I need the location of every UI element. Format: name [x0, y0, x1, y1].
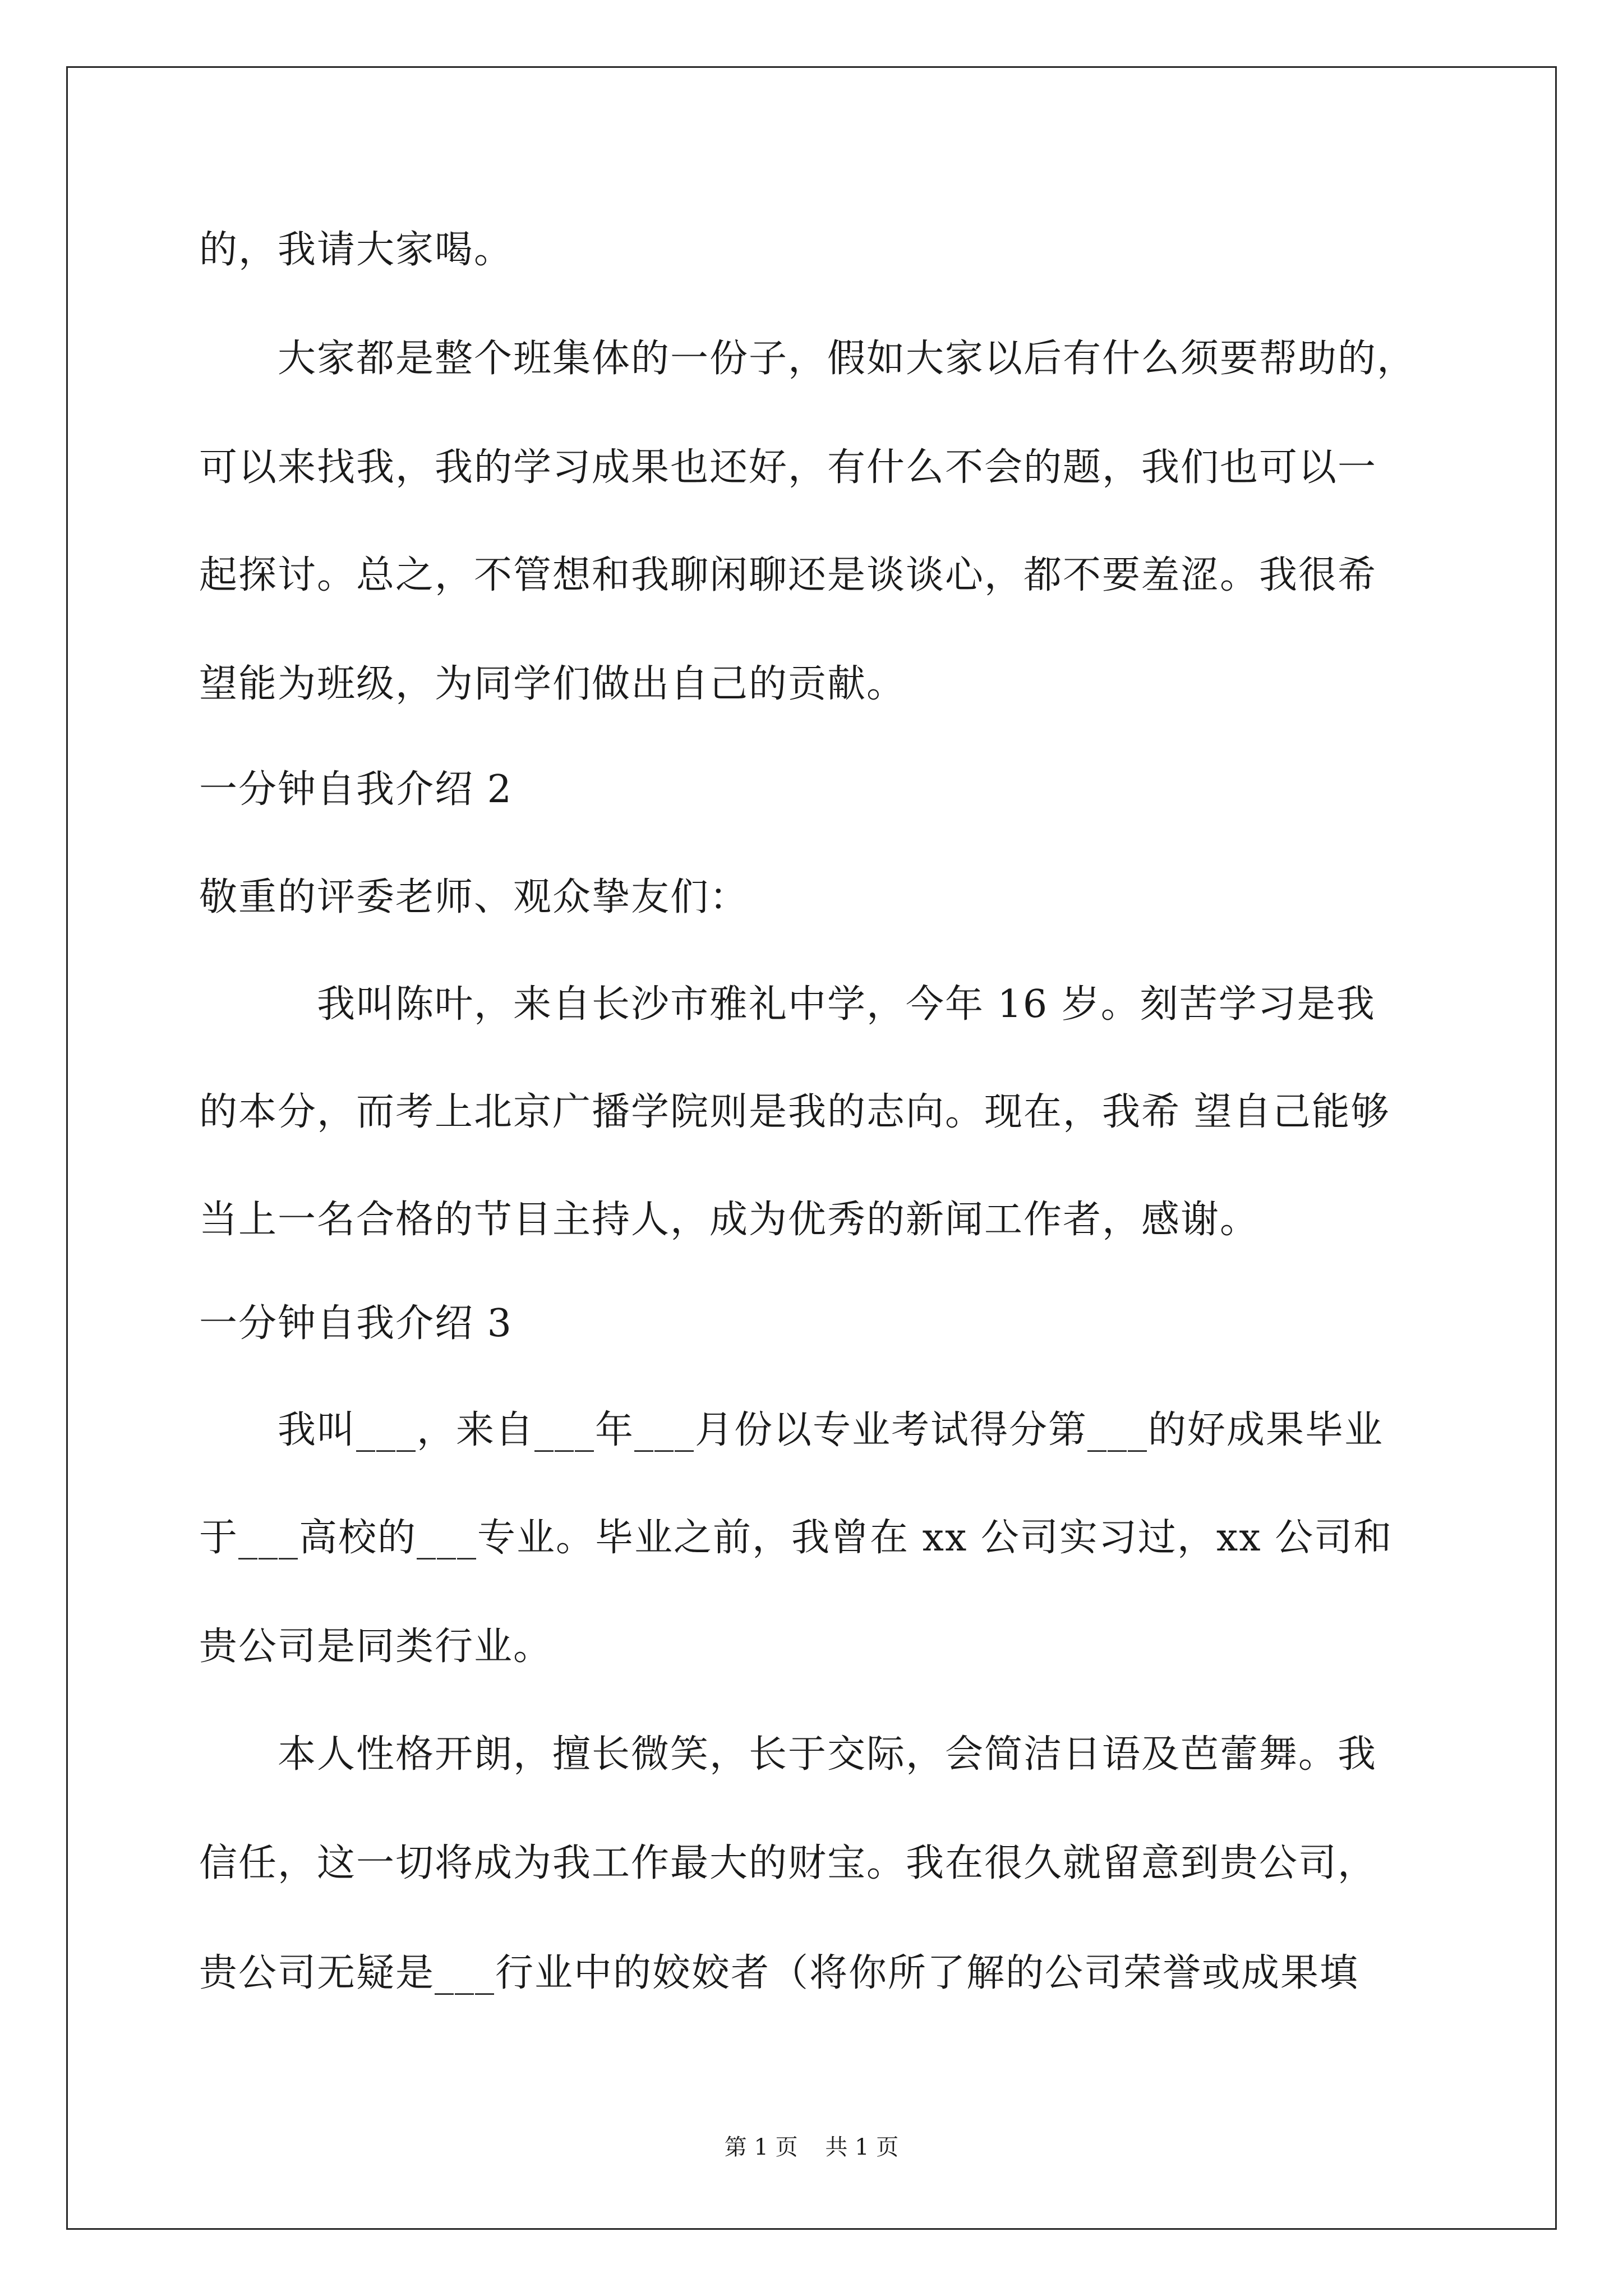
text-line: 大家都是整个班集体的一份子，假如大家以后有什么须要帮助的， [199, 337, 1417, 381]
text-line: 本人性格开朗，擅长微笑，长于交际，会简洁日语及芭蕾舞。我 [199, 1732, 1377, 1777]
text-line: 当上一名合格的节目主持人，成为优秀的新闻工作者，感谢。 [199, 1198, 1260, 1242]
page-footer [0, 2136, 1623, 2159]
section-heading: 一分钟自我介绍 2 [199, 767, 513, 812]
text-line: 的本分，而考上北京广播学院则是我的志向。现在，我希 望自己能够 [199, 1090, 1390, 1134]
text-line: 望能为班级，为同学们做出自己的贡献。 [199, 662, 906, 706]
text-line: 起探讨。总之，不管想和我聊闲聊还是谈谈心，都不要羞涩。我很希 [199, 553, 1377, 597]
text-line: 我叫陈叶，来自长沙市雅礼中学，今年 16 岁。刻苦学习是我 [199, 982, 1376, 1027]
page-number: 第 1 页 [724, 2134, 798, 2160]
text-line: 于___高校的___专业。毕业之前，我曾在 xx 公司实习过，xx 公司和 [199, 1516, 1393, 1560]
text-line: 信任，这一切将成为我工作最大的财宝。我在很久就留意到贵公司， [199, 1841, 1377, 1885]
text-line: 敬重的评委老师、观众挚友们： [199, 875, 749, 919]
text-line: 我叫___，来自___年___月份以专业考试得分第___的好成果毕业 [199, 1408, 1384, 1452]
text-line: 的，我请大家喝。 [199, 228, 514, 272]
text-line: 贵公司是同类行业。 [199, 1625, 553, 1669]
text-line: 贵公司无疑是___行业中的姣姣者（将你所了解的公司荣誉或成果填 [199, 1951, 1359, 1995]
page-border [66, 66, 1557, 2230]
section-heading: 一分钟自我介绍 3 [199, 1301, 513, 1346]
text-line: 可以来找我，我的学习成果也还好，有什么不会的题，我们也可以一 [199, 445, 1377, 490]
page-total: 共 1 页 [825, 2134, 899, 2160]
